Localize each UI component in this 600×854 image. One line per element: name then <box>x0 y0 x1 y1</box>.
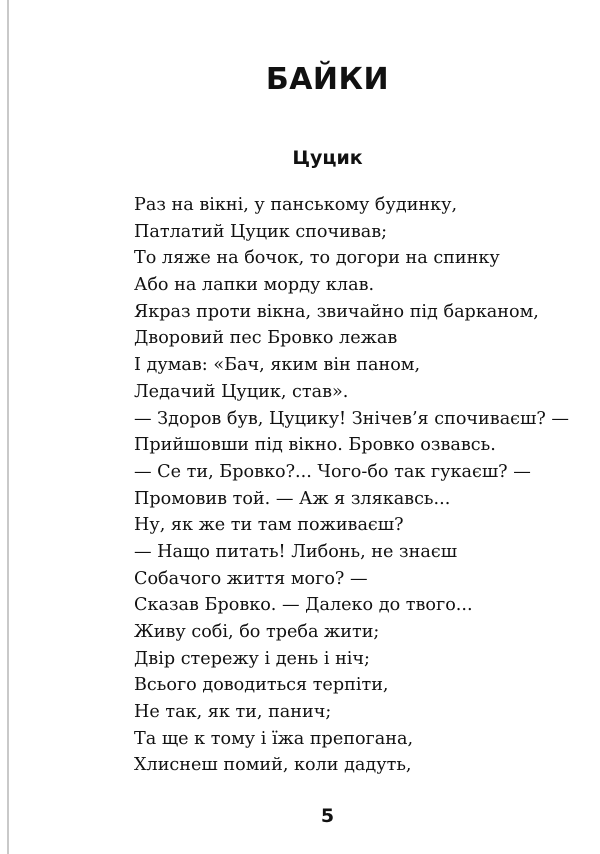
section-title: БАЙКИ <box>265 62 390 97</box>
poem-line: Або на лапки морду клав. <box>134 275 375 296</box>
page-edge-divider <box>7 0 9 854</box>
poem-line: Всього доводиться терпіти, <box>134 675 389 696</box>
poem-line: — Се ти, Бровко?... Чого-бо так гукаєш? — <box>134 461 531 482</box>
poem-line: Двір стережу і день і ніч; <box>134 648 370 669</box>
poem-line: Промовив той. — Аж я злякавсь... <box>134 488 451 509</box>
page-number: 5 <box>320 805 335 827</box>
poem-line: Патлатий Цуцик спочивав; <box>134 221 388 242</box>
poem-line: Ледачий Цуцик, став». <box>134 381 349 402</box>
poem-line: Живу собі, бо треба жити; <box>134 622 380 642</box>
poem-line: Раз на вікні, у панському будинку, <box>134 195 458 215</box>
poem-line: І думав: «Бач, яким він паном, <box>134 355 421 376</box>
poem-line: — Здоров був, Цуцику! Знічев’я спочиваєш? — <box>134 408 570 429</box>
poem-line: Та ще к тому і їжа препогана, <box>134 728 414 749</box>
poem-line: Ну, як же ти там поживаєш? <box>134 515 404 536</box>
poem-line: — Нащо питать! Либонь, не знаєш <box>134 541 458 562</box>
poem-line: Хлиснеш помий, коли дадуть, <box>134 755 412 776</box>
poem-line: Якраз проти вікна, звичайно під барканом, <box>134 301 539 322</box>
poem-line: Прийшовши під вікно. Бровко озвавсь. <box>134 435 496 456</box>
poem-line: Не так, як ти, панич; <box>134 702 332 723</box>
poem-line: То ляже на бочок, то догори на спинку <box>134 248 500 269</box>
poem-line: Сказав Бровко. — Далеко до твого... <box>134 595 473 616</box>
poem-text <box>134 192 569 779</box>
poem-line: Дворовий пес Бровко лежав <box>134 328 398 349</box>
poem-title: Цуцик <box>292 147 363 169</box>
poem-line: Собачого життя мого? — <box>134 568 368 589</box>
